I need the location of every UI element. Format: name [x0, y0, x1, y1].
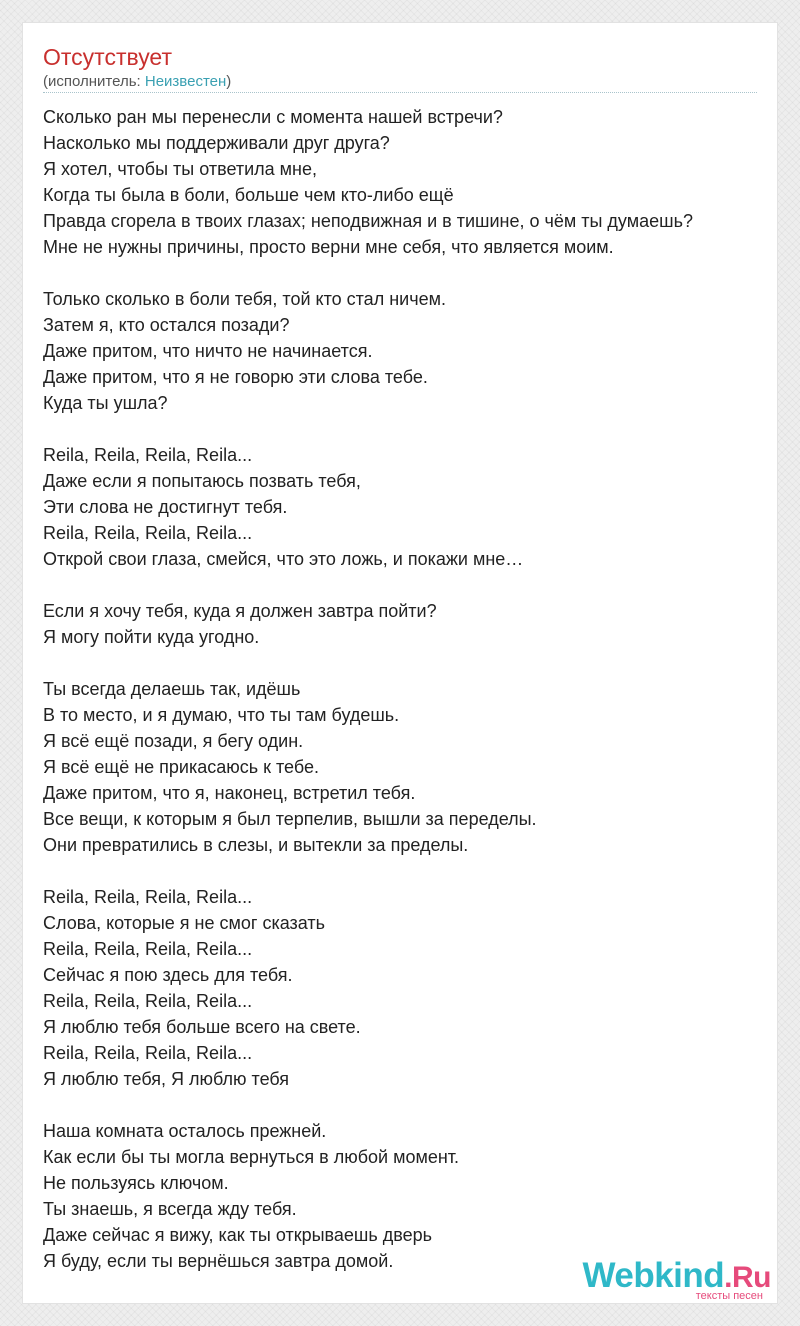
- lyric-line: Reila, Reila, Reila, Reila...: [43, 1043, 253, 1063]
- lyric-line: Reila, Reila, Reila, Reila...: [43, 991, 253, 1011]
- lyric-line: Я люблю тебя, Я люблю тебя: [43, 1069, 290, 1089]
- logo-tld-text: .Ru: [724, 1261, 771, 1294]
- lyrics-stanza: [43, 1118, 778, 1274]
- lyric-line: Только сколько в боли тебя, той кто стал ничем.: [43, 289, 446, 309]
- lyric-line: В то место, и я думаю, что ты там будешь.: [43, 705, 400, 725]
- lyric-line: Правда сгорела в твоих глазах; неподвижная и в тишине, о чём ты думаешь?: [43, 211, 693, 231]
- lyrics-stanza: [43, 884, 778, 1092]
- lyric-line: Даже притом, что я, наконец, встретил тебя.: [43, 783, 416, 803]
- artist-line: [43, 73, 231, 91]
- lyric-line: Мне не нужны причины, просто верни мне себя, что является моим.: [43, 237, 614, 257]
- lyrics-stanza: [43, 676, 778, 858]
- logo-tagline: тексты песен: [695, 1290, 763, 1302]
- lyric-line: Я всё ещё позади, я бегу один.: [43, 731, 304, 751]
- lyric-line: Ты знаешь, я всегда жду тебя.: [43, 1199, 297, 1219]
- lyric-line: Открой свои глаза, смейся, что это ложь, и покажи мне…: [43, 549, 524, 569]
- lyric-line: Они превратились в слезы, и вытекли за пределы.: [43, 835, 469, 855]
- lyrics-stanza: [43, 104, 778, 260]
- lyric-line: Сколько ран мы перенесли с момента нашей встречи?: [43, 107, 503, 127]
- lyric-line: Сейчас я пою здесь для тебя.: [43, 965, 293, 985]
- lyric-line: Даже если я попытаюсь позвать тебя,: [43, 471, 361, 491]
- lyric-line: Я люблю тебя больше всего на свете.: [43, 1017, 361, 1037]
- lyric-line: Я могу пойти куда угодно.: [43, 627, 260, 647]
- lyric-line: Насколько мы поддерживали друг друга?: [43, 133, 390, 153]
- lyric-line: Reila, Reila, Reila, Reila...: [43, 445, 253, 465]
- artist-suffix: ): [226, 73, 232, 90]
- lyric-line: Ты всегда делаешь так, идёшь: [43, 679, 301, 699]
- artist-link[interactable]: Неизвестен: [144, 73, 227, 90]
- lyrics-stanza: [43, 442, 778, 572]
- lyric-line: Reila, Reila, Reila, Reila...: [43, 939, 253, 959]
- lyric-line: Даже притом, что я не говорю эти слова тебе.: [43, 367, 428, 387]
- lyric-line: Слова, которые я не смог сказать: [43, 913, 326, 933]
- lyrics-stanza: [43, 598, 778, 650]
- lyric-line: Затем я, кто остался позади?: [43, 315, 290, 335]
- lyrics-body: [43, 104, 778, 1300]
- lyric-line: Когда ты была в боли, больше чем кто-либо ещё: [43, 185, 454, 205]
- lyric-line: Куда ты ушла?: [43, 393, 168, 413]
- song-title: Отсутствует: [43, 44, 172, 70]
- site-logo[interactable]: [581, 1257, 771, 1301]
- lyric-line: Не пользуясь ключом.: [43, 1173, 229, 1193]
- lyric-line: Я хотел, чтобы ты ответила мне,: [43, 159, 318, 179]
- lyric-line: Reila, Reila, Reila, Reila...: [43, 523, 253, 543]
- lyrics-card: [22, 22, 778, 1304]
- lyric-line: Эти слова не достигнут тебя.: [43, 497, 288, 517]
- artist-prefix: (исполнитель:: [43, 73, 145, 90]
- lyrics-stanza: [43, 286, 778, 416]
- lyric-line: Даже сейчас я вижу, как ты открываешь дверь: [43, 1225, 433, 1245]
- lyric-line: Reila, Reila, Reila, Reila...: [43, 887, 253, 907]
- lyric-line: Все вещи, к которым я был терпелив, вышли за переделы.: [43, 809, 537, 829]
- lyric-line: Как если бы ты могла вернуться в любой момент.: [43, 1147, 460, 1167]
- lyric-line: Я буду, если ты вернёшься завтра домой.: [43, 1251, 394, 1271]
- title-divider: [43, 92, 757, 93]
- lyric-line: Наша комната осталось прежней.: [43, 1121, 327, 1141]
- lyric-line: Я всё ещё не прикасаюсь к тебе.: [43, 757, 319, 777]
- logo-main-text: Webkind: [582, 1256, 725, 1295]
- lyric-line: Если я хочу тебя, куда я должен завтра пойти?: [43, 601, 437, 621]
- lyric-line: Даже притом, что ничто не начинается.: [43, 341, 373, 361]
